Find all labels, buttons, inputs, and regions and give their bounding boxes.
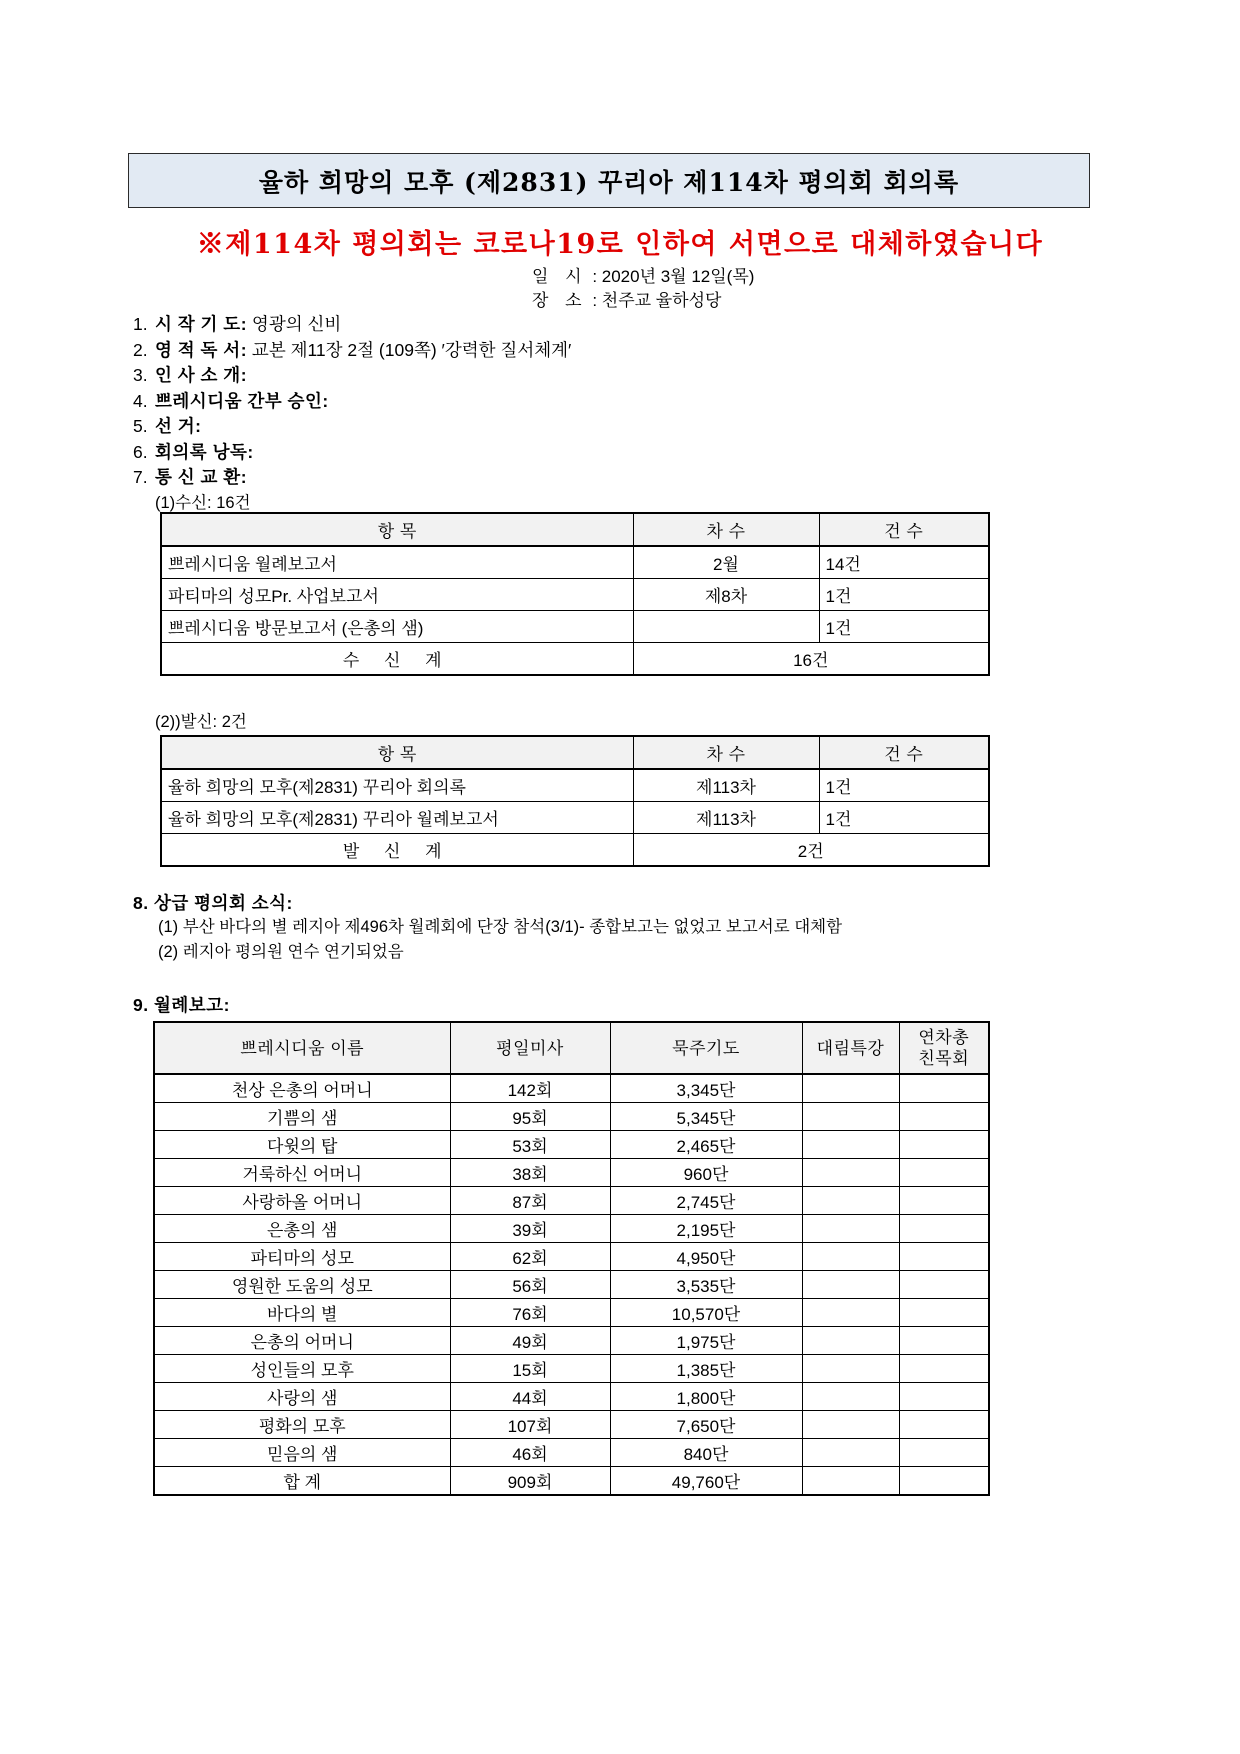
- cell-rosary: 840단: [610, 1439, 802, 1467]
- cell-praesidium-name: 사랑하올 어머니: [154, 1187, 450, 1215]
- cell-weekday-mass: 39회: [450, 1215, 610, 1243]
- cell-rosary: 3,345단: [610, 1074, 802, 1103]
- agenda-item-4: [133, 389, 1133, 415]
- cell-weekday-mass: 46회: [450, 1439, 610, 1467]
- cell-item: 율하 희망의 모후(제2831) 꾸리아 회의록: [161, 769, 633, 802]
- cell-rosary: 1,975단: [610, 1327, 802, 1355]
- cell-rosary: 1,800단: [610, 1383, 802, 1411]
- cell-praesidium-name: 은총의 어머니: [154, 1327, 450, 1355]
- agenda-label: 통 신 교 환:: [155, 467, 248, 487]
- sent-caption: (2))발신: 2건: [155, 713, 247, 731]
- cell-rosary: 5,345단: [610, 1103, 802, 1131]
- cell-rosary: 2,745단: [610, 1187, 802, 1215]
- column-header-item: 항 목: [161, 513, 633, 546]
- cell-item: 쁘레시디움 월례보고서: [161, 546, 633, 579]
- cell-annual: [899, 1327, 989, 1355]
- cell-rosary: 3,535단: [610, 1271, 802, 1299]
- total-label: 발 신 계: [161, 834, 633, 867]
- cell-praesidium-name: 다윗의 탑: [154, 1131, 450, 1159]
- total-label: 합 계: [154, 1467, 450, 1496]
- cell-advent: [802, 1411, 899, 1439]
- page-title: 율하 희망의 모후 (제2831) 꾸리아 제114차 평의회 회의록: [258, 167, 960, 197]
- column-header-praesidium-name: 쁘레시디움 이름: [154, 1022, 450, 1074]
- cell-rosary: 10,570단: [610, 1299, 802, 1327]
- cell-weekday-mass: 56회: [450, 1271, 610, 1299]
- cell-rosary: 2,195단: [610, 1215, 802, 1243]
- column-header-count: 건 수: [819, 736, 989, 769]
- agenda-number: 6.: [133, 441, 148, 462]
- total-label: 수 신 계: [161, 643, 633, 676]
- monthly-report-heading: 9. 월례보고:: [133, 995, 230, 1015]
- cell-annual: [899, 1187, 989, 1215]
- column-header-annual-gathering: [899, 1022, 989, 1074]
- meeting-date-line: [532, 262, 952, 287]
- cell-count: 1건: [819, 802, 989, 834]
- agenda-list: [133, 312, 1133, 516]
- cell-item: 쁘레시디움 방문보고서 (은총의 샘): [161, 611, 633, 643]
- cell-praesidium-name: 거룩하신 어머니: [154, 1159, 450, 1187]
- upper-council-item-1: (1) 부산 바다의 별 레지아 제496차 월례회에 단장 참석(3/1)- 종합보고는 없었고 보고서로 대체함: [158, 918, 843, 936]
- table-row: [161, 802, 989, 834]
- cell-advent: [802, 1299, 899, 1327]
- column-header-advent-lecture: 대림특강: [802, 1022, 899, 1074]
- cell-advent: [802, 1355, 899, 1383]
- upper-council-item-2: (2) 레지아 평의원 연수 연기되었음: [158, 943, 404, 961]
- meeting-date-separator: :: [592, 267, 602, 286]
- annual-gathering-line1: 연차총: [918, 1028, 970, 1047]
- cell-count: 14건: [819, 546, 989, 579]
- column-header-rosary: 묵주기도: [610, 1022, 802, 1074]
- table-total-row: [161, 643, 989, 676]
- table-total-row: [154, 1467, 989, 1496]
- meeting-place-separator: :: [592, 291, 602, 310]
- cell-order: 2월: [633, 546, 819, 579]
- cell-rosary: 960단: [610, 1159, 802, 1187]
- cell-weekday-mass: 87회: [450, 1187, 610, 1215]
- total-rosary: 49,760단: [610, 1467, 802, 1496]
- agenda-number: 7.: [133, 467, 148, 487]
- monthly-report-table: [153, 1021, 990, 1496]
- agenda-number: 2.: [133, 339, 148, 360]
- cell-count: 1건: [819, 769, 989, 802]
- table-row: [154, 1411, 989, 1439]
- meeting-place-value: 천주교 율하성당: [601, 291, 722, 310]
- table-row: [154, 1299, 989, 1327]
- document-title-banner: [128, 153, 1090, 208]
- table-row: [154, 1187, 989, 1215]
- cell-advent: [802, 1187, 899, 1215]
- cell-advent: [802, 1327, 899, 1355]
- meeting-place-label: 장 소: [532, 291, 588, 310]
- column-header-item: 항 목: [161, 736, 633, 769]
- cell-praesidium-name: 평화의 모후: [154, 1411, 450, 1439]
- cell-order: [633, 611, 819, 643]
- cell-advent: [802, 1074, 899, 1103]
- sent-communications-table: [160, 735, 990, 867]
- table-row: [154, 1355, 989, 1383]
- covid-notice: ※제114차 평의회는 코로나19로 인하여 서면으로 대체하였습니다: [196, 229, 1044, 260]
- agenda-label: 인 사 소 개:: [155, 365, 248, 385]
- table-row: [154, 1271, 989, 1299]
- cell-annual: [899, 1383, 989, 1411]
- agenda-number: 1.: [133, 314, 148, 334]
- cell-advent: [802, 1159, 899, 1187]
- cell-annual: [899, 1159, 989, 1187]
- table-row: [154, 1103, 989, 1131]
- cell-weekday-mass: 107회: [450, 1411, 610, 1439]
- agenda-item-3: [133, 363, 1133, 389]
- table-total-row: [161, 834, 989, 867]
- table-row: [161, 546, 989, 579]
- cell-praesidium-name: 사랑의 샘: [154, 1383, 450, 1411]
- cell-count: 1건: [819, 611, 989, 643]
- agenda-number: 4.: [133, 390, 148, 411]
- agenda-value: 영광의 신비: [251, 314, 342, 334]
- total-weekday-mass: 909회: [450, 1467, 610, 1496]
- cell-weekday-mass: 53회: [450, 1131, 610, 1159]
- agenda-item-2: [133, 338, 1133, 364]
- table-row: [154, 1439, 989, 1467]
- table-row: [154, 1131, 989, 1159]
- cell-praesidium-name: 영원한 도움의 성모: [154, 1271, 450, 1299]
- agenda-label: 선 거:: [155, 416, 202, 436]
- cell-annual: [899, 1074, 989, 1103]
- cell-advent: [802, 1439, 899, 1467]
- cell-praesidium-name: 천상 은총의 어머니: [154, 1074, 450, 1103]
- cell-annual: [899, 1215, 989, 1243]
- cell-praesidium-name: 기쁨의 샘: [154, 1103, 450, 1131]
- cell-annual: [899, 1299, 989, 1327]
- cell-order: 제8차: [633, 579, 819, 611]
- cell-rosary: 1,385단: [610, 1355, 802, 1383]
- table-row: [154, 1074, 989, 1103]
- agenda-item-5: [133, 414, 1133, 440]
- cell-praesidium-name: 바다의 별: [154, 1299, 450, 1327]
- cell-weekday-mass: 49회: [450, 1327, 610, 1355]
- cell-rosary: 2,465단: [610, 1131, 802, 1159]
- received-communications-table: [160, 512, 990, 676]
- cell-praesidium-name: 파티마의 성모: [154, 1243, 450, 1271]
- agenda-number: 3.: [133, 365, 148, 385]
- upper-council-heading: 8. 상급 평의회 소식:: [133, 893, 293, 913]
- total-advent: [802, 1467, 899, 1496]
- agenda-item-7: [133, 465, 1133, 491]
- cell-weekday-mass: 38회: [450, 1159, 610, 1187]
- table-row: [161, 579, 989, 611]
- monthly-report-body: [154, 1074, 989, 1495]
- cell-annual: [899, 1355, 989, 1383]
- cell-annual: [899, 1131, 989, 1159]
- meeting-date-value: 2020년 3월 12일(목): [601, 267, 755, 286]
- cell-praesidium-name: 은총의 샘: [154, 1215, 450, 1243]
- cell-weekday-mass: 62회: [450, 1243, 610, 1271]
- cell-order: 제113차: [633, 802, 819, 834]
- annual-gathering-line2: 친목회: [918, 1049, 970, 1068]
- total-value: 2건: [633, 834, 989, 867]
- cell-advent: [802, 1271, 899, 1299]
- agenda-label: 시 작 기 도:: [155, 314, 248, 334]
- column-header-count: 건 수: [819, 513, 989, 546]
- table-row: [161, 769, 989, 802]
- cell-order: 제113차: [633, 769, 819, 802]
- agenda-label: 쁘레시디움 간부 승인:: [155, 390, 329, 411]
- cell-advent: [802, 1383, 899, 1411]
- agenda-number: 5.: [133, 416, 148, 436]
- cell-item: 파티마의 성모Pr. 사업보고서: [161, 579, 633, 611]
- agenda-label: 회의록 낭독:: [155, 441, 254, 462]
- cell-item: 율하 희망의 모후(제2831) 꾸리아 월례보고서: [161, 802, 633, 834]
- received-caption: (1)수신: 16건: [155, 493, 251, 512]
- agenda-label: 영 적 독 서:: [155, 339, 248, 360]
- agenda-item-6: [133, 440, 1133, 466]
- table-row: [154, 1327, 989, 1355]
- cell-weekday-mass: 44회: [450, 1383, 610, 1411]
- cell-weekday-mass: 76회: [450, 1299, 610, 1327]
- meeting-place-line: [532, 286, 952, 311]
- total-annual: [899, 1467, 989, 1496]
- table-row: [161, 611, 989, 643]
- table-row: [154, 1243, 989, 1271]
- cell-annual: [899, 1439, 989, 1467]
- cell-weekday-mass: 15회: [450, 1355, 610, 1383]
- total-value: 16건: [633, 643, 989, 676]
- cell-praesidium-name: 성인들의 모후: [154, 1355, 450, 1383]
- cell-weekday-mass: 95회: [450, 1103, 610, 1131]
- cell-weekday-mass: 142회: [450, 1074, 610, 1103]
- table-row: [154, 1383, 989, 1411]
- cell-advent: [802, 1131, 899, 1159]
- agenda-item-1: [133, 312, 1133, 338]
- cell-praesidium-name: 믿음의 샘: [154, 1439, 450, 1467]
- table-row: [154, 1159, 989, 1187]
- cell-count: 1건: [819, 579, 989, 611]
- meeting-date-label: 일 시: [532, 267, 588, 286]
- cell-rosary: 7,650단: [610, 1411, 802, 1439]
- column-header-order: 차 수: [633, 513, 819, 546]
- cell-annual: [899, 1103, 989, 1131]
- cell-advent: [802, 1215, 899, 1243]
- agenda-value: 교본 제11장 2절 (109쪽) ′강력한 질서체계′: [251, 339, 572, 360]
- cell-rosary: 4,950단: [610, 1243, 802, 1271]
- column-header-weekday-mass: 평일미사: [450, 1022, 610, 1074]
- column-header-order: 차 수: [633, 736, 819, 769]
- cell-annual: [899, 1243, 989, 1271]
- cell-annual: [899, 1271, 989, 1299]
- cell-annual: [899, 1411, 989, 1439]
- cell-advent: [802, 1103, 899, 1131]
- cell-advent: [802, 1243, 899, 1271]
- table-row: [154, 1215, 989, 1243]
